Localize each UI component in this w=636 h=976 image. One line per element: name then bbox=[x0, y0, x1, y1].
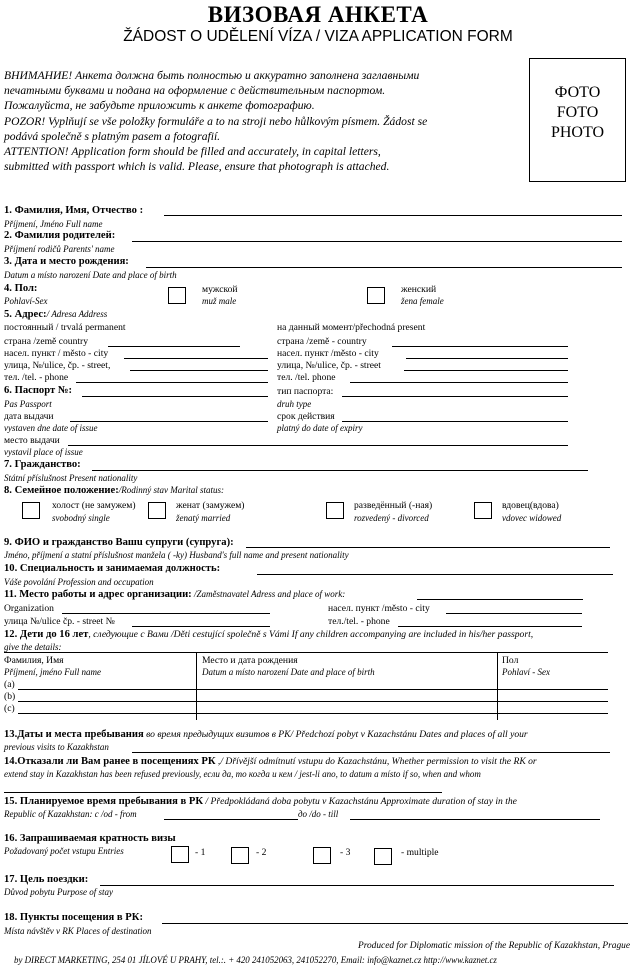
issue-date-label: дата выдачи bbox=[4, 411, 54, 422]
field-12-line2: give the details: bbox=[4, 642, 62, 652]
work-address-field[interactable] bbox=[417, 599, 583, 600]
field-1-label: 1. Фамилия, Имя, Отчество : bbox=[4, 205, 144, 216]
issue-place-field[interactable] bbox=[68, 445, 568, 446]
work-city-field[interactable] bbox=[446, 613, 582, 614]
field-16-label: 16. Запрашиваемая кратность визы bbox=[4, 833, 176, 844]
field-10-sub: Váše povolání Profession and occupation bbox=[4, 577, 154, 587]
previous-visits-field[interactable] bbox=[132, 752, 610, 753]
passport-number-field[interactable] bbox=[82, 396, 268, 397]
female-label: женский bbox=[401, 284, 437, 295]
child-row-label: (a) bbox=[4, 679, 15, 690]
perm-street-label: улица, №/ulice, čp. - street, bbox=[4, 360, 111, 371]
org-label: Organization bbox=[4, 603, 54, 614]
field-6-sub: Pas Passport bbox=[4, 399, 52, 409]
single-label: холост (не замужем) bbox=[52, 500, 136, 511]
expiry-sub: platný do date of expiry bbox=[277, 423, 363, 433]
work-phone-field[interactable] bbox=[398, 626, 582, 627]
children-col-name-sub: Příjmení, jméno Full name bbox=[4, 667, 101, 677]
pres-phone-field[interactable] bbox=[350, 382, 568, 383]
field-14-line2: extend stay in Kazakhstan has been refused previously, если да, то когда и кем / jest-li ano, to datum a místo if so, when and whom bbox=[4, 769, 481, 779]
field-15-till-label: до /do - till bbox=[298, 809, 339, 819]
pres-city-field[interactable] bbox=[406, 358, 568, 359]
field-7-label: 7. Гражданство: bbox=[4, 459, 81, 470]
entries-1-checkbox[interactable] bbox=[171, 846, 189, 863]
photo-label-cz: FOTO bbox=[556, 104, 599, 121]
child-row-label: (c) bbox=[4, 703, 15, 714]
issue-place-sub: vystavil place of issue bbox=[4, 447, 83, 457]
female-sub: žena female bbox=[401, 296, 444, 306]
entries-multiple-checkbox[interactable] bbox=[374, 848, 392, 865]
field-15-rest: / Předpokládaná doba pobytu v Kazachstánu Approximate duration of stay in the bbox=[203, 796, 517, 807]
field-13-label: 13.Даты и места пребывания bbox=[4, 729, 144, 740]
photo-box[interactable] bbox=[529, 58, 626, 182]
perm-street-field[interactable] bbox=[130, 370, 268, 371]
child-row-a-field[interactable] bbox=[18, 689, 608, 690]
children-col-sex: Пол bbox=[502, 655, 519, 666]
issue-date-sub: vystaven dne date of issue bbox=[4, 423, 98, 433]
nationality-field[interactable] bbox=[92, 470, 588, 471]
notice-line: ATTENTION! Application form should be filled and accurately, in capital letters, bbox=[4, 145, 381, 159]
married-sub: ženatý married bbox=[176, 513, 231, 523]
male-sub: muž male bbox=[202, 296, 237, 306]
passport-type-sub: druh type bbox=[277, 399, 312, 409]
field-18-sub: Místa návštěv v RK Places of destination bbox=[4, 926, 152, 936]
children-col-birth: Место и дата рождения bbox=[202, 655, 298, 666]
field-17-sub: Důvod pobytu Purpose of stay bbox=[4, 887, 113, 897]
pres-country-field[interactable] bbox=[392, 346, 568, 347]
marital-divorced-checkbox[interactable] bbox=[326, 502, 344, 519]
passport-type-label: тип паспорта: bbox=[277, 386, 334, 397]
children-col-name: Фамилия, Имя bbox=[4, 655, 64, 666]
notice-line: печатными буквами и подана на оформление с действительным паспортом. bbox=[4, 84, 386, 98]
photo-label-ru: ФОТО bbox=[554, 84, 601, 101]
marital-married-checkbox[interactable] bbox=[148, 502, 166, 519]
field-9-label: 9. ФИО и гражданство Вашu супруги (супруга): bbox=[4, 537, 234, 548]
field-2-sub: Příjmení rodičů Parents' name bbox=[4, 244, 115, 254]
children-col-birth-sub: Datum a místo narození Date and place of birth bbox=[202, 667, 375, 677]
field-5-sub: / Adresa Address bbox=[46, 309, 108, 319]
marital-single-checkbox[interactable] bbox=[22, 502, 40, 519]
destinations-field[interactable] bbox=[162, 923, 628, 924]
married-label: женат (замужем) bbox=[176, 500, 245, 511]
pres-street-field[interactable] bbox=[404, 370, 568, 371]
field-3-label: 3. Дата и место рождения: bbox=[4, 256, 129, 267]
parents-name-field[interactable] bbox=[132, 241, 622, 242]
form-subtitle: ŽÁDOST O UDĚLENÍ VÍZA / VIZA APPLICATION FORM bbox=[123, 28, 513, 45]
entries-1-label: - 1 bbox=[195, 847, 206, 858]
field-2-label: 2. Фамилия родителей: bbox=[4, 230, 116, 241]
spouse-field[interactable] bbox=[246, 547, 610, 548]
field-13-line2: previous visits to Kazakhstan bbox=[4, 742, 109, 752]
stay-from-field[interactable] bbox=[164, 819, 298, 820]
field-14-label: 14.Отказали ли Вам ранее в посещениях РК bbox=[4, 756, 216, 767]
field-8-label: 8. Семейное положение: bbox=[4, 485, 119, 496]
widowed-sub: vdovec widowed bbox=[502, 513, 562, 523]
full-name-field[interactable] bbox=[164, 215, 622, 216]
marital-widowed-checkbox[interactable] bbox=[474, 502, 492, 519]
field-9-sub: Jméno, příjmení a statní příslušnost manžela ( -ky) Husband's full name and present nationality bbox=[4, 550, 349, 560]
pres-street-label: улица, №/ulice, čp. - street bbox=[277, 360, 381, 371]
pres-country-label: страна /země - country bbox=[277, 336, 367, 347]
divorced-sub: rozvedený - divorced bbox=[354, 513, 429, 523]
org-field[interactable] bbox=[62, 613, 270, 614]
work-street-label: улица №/ulice čp. - street № bbox=[4, 616, 115, 627]
entries-2-label: - 2 bbox=[256, 847, 267, 858]
widowed-label: вдовец(вдова) bbox=[502, 500, 559, 511]
notice-line: podává společně s platným pasem a fotografií. bbox=[4, 129, 221, 143]
field-10-label: 10. Специальность и занимаемая должность: bbox=[4, 563, 221, 574]
children-table-divider bbox=[196, 652, 197, 720]
expiry-field[interactable] bbox=[342, 421, 568, 422]
field-4-label: 4. Пол: bbox=[4, 283, 38, 294]
work-phone-label: тел./tel. - phone bbox=[328, 616, 390, 627]
work-street-field[interactable] bbox=[132, 626, 270, 627]
field-16-sub: Požadovaný počet vstupu Entries bbox=[4, 846, 124, 856]
field-8-sub: /Rodinný stav Marital status: bbox=[118, 485, 225, 495]
sex-female-checkbox[interactable] bbox=[367, 287, 385, 304]
birth-field[interactable] bbox=[146, 267, 622, 268]
passport-type-field[interactable] bbox=[342, 396, 568, 397]
footer-produced: Produced for Diplomatic mission of the Republic of Kazakhstan, Prague bbox=[357, 941, 630, 951]
children-table-divider bbox=[497, 652, 498, 720]
entries-3-label: - 3 bbox=[340, 847, 351, 858]
field-6-label: 6. Паспорт №: bbox=[4, 385, 73, 396]
stay-till-field[interactable] bbox=[350, 819, 600, 820]
field-17-label: 17. Цель поездки: bbox=[4, 874, 89, 885]
photo-label-en: PHOTO bbox=[550, 124, 605, 141]
address-present: на данный момент/přechodná present bbox=[277, 322, 426, 333]
male-label: мужской bbox=[202, 284, 238, 295]
notice-text bbox=[4, 68, 504, 174]
notice-line: submitted with passport which is valid. Please, ensure that photograph is attached. bbox=[4, 160, 390, 174]
field-14-rest: ,/ Dřívější odmítnutí vstupu do Kazachstánu, Whether permission to visit the RK or bbox=[215, 756, 537, 767]
issue-date-field[interactable] bbox=[70, 421, 268, 422]
field-4-sub: Pohlaví-Sex bbox=[4, 296, 48, 306]
field-12-rest: , следующие с Вами /Děti cestující společně s Vámi If any children accompanying are included in his/her passport, bbox=[88, 629, 534, 640]
profession-field[interactable] bbox=[257, 574, 613, 575]
field-15-label: 15. Планируемое время пребывания в РК bbox=[4, 796, 204, 807]
perm-phone-field[interactable] bbox=[76, 382, 268, 383]
issue-place-label: место выдачи bbox=[4, 435, 60, 446]
field-7-sub: Státní příslušnost Present nationality bbox=[4, 473, 138, 483]
perm-city-label: насел. пункт / město - city bbox=[4, 348, 109, 359]
footer-contact: by DIRECT MARKETING, 254 01 JÍLOVÉ U PRAHY, tel.:. + 420 241052063, 241052270, Email: info@kaznet.cz http://www.kaznet.cz bbox=[14, 955, 497, 965]
field-12-label: 12. Дети до 16 лет bbox=[4, 629, 89, 640]
field-5-label: 5. Адрес: bbox=[4, 309, 47, 320]
field-1-sub: Příjmení, Jméno Full name bbox=[4, 219, 103, 229]
notice-line: ВНИМАНИЕ! Анкета должна быть полностью и аккуратно заполнена заглавными bbox=[4, 69, 420, 82]
entries-multiple-label: - multiple bbox=[401, 847, 439, 858]
notice-line: POZOR! Vyplňují se vše položky formuláře a to na stroji nebo hůlkovým písmem. Žádost se bbox=[4, 114, 428, 128]
field-11-label: 11. Место работы и адрес организации: bbox=[4, 589, 192, 600]
field-3-sub: Datum a místo narození Date and place of birth bbox=[4, 270, 177, 280]
perm-city-field[interactable] bbox=[124, 358, 268, 359]
perm-phone-label: тел. /tel. - phone bbox=[4, 372, 69, 383]
expiry-label: срок действия bbox=[277, 411, 335, 422]
field-15-from-label: Republic of Kazakhstan: с /od - from bbox=[4, 809, 137, 819]
field-13-rest: во время предыдущих визитов в РК/ Předchozí pobyt v Kazachstánu Dates and places of all your bbox=[143, 729, 528, 740]
single-sub: svobodný single bbox=[52, 513, 110, 523]
work-city-label: насел. пункт /město - city bbox=[328, 603, 430, 614]
entries-2-checkbox[interactable] bbox=[231, 847, 249, 864]
field-11-sub: /Zaměstnavatel Adress and place of work: bbox=[191, 589, 346, 599]
address-permanent: постоянный / trvalá permanent bbox=[4, 322, 126, 333]
purpose-field[interactable] bbox=[100, 885, 614, 886]
pres-city-label: насел. пункт /město - city bbox=[277, 348, 379, 359]
sex-male-checkbox[interactable] bbox=[168, 287, 186, 304]
divorced-label: разведённый (-ная) bbox=[354, 500, 433, 511]
child-row-c-field[interactable] bbox=[18, 713, 608, 714]
field-18-label: 18. Пункты посещения в РК: bbox=[4, 912, 143, 923]
perm-country-field[interactable] bbox=[108, 346, 240, 347]
children-col-sex-sub: Pohlaví - Sex bbox=[502, 667, 550, 677]
child-row-b-field[interactable] bbox=[18, 701, 608, 702]
notice-line: Пожалуйста, не забудьте приложить к анкете фотографию. bbox=[4, 99, 315, 113]
pres-phone-label: тел. /tel. phone bbox=[277, 372, 336, 383]
perm-country-label: страна /země country bbox=[4, 336, 89, 347]
child-row-label: (b) bbox=[4, 691, 16, 702]
entries-3-checkbox[interactable] bbox=[313, 847, 331, 864]
children-table-top bbox=[4, 652, 608, 653]
form-title: ВИЗОВАЯ АНКЕТА bbox=[207, 2, 429, 27]
refusal-field[interactable] bbox=[4, 792, 442, 793]
